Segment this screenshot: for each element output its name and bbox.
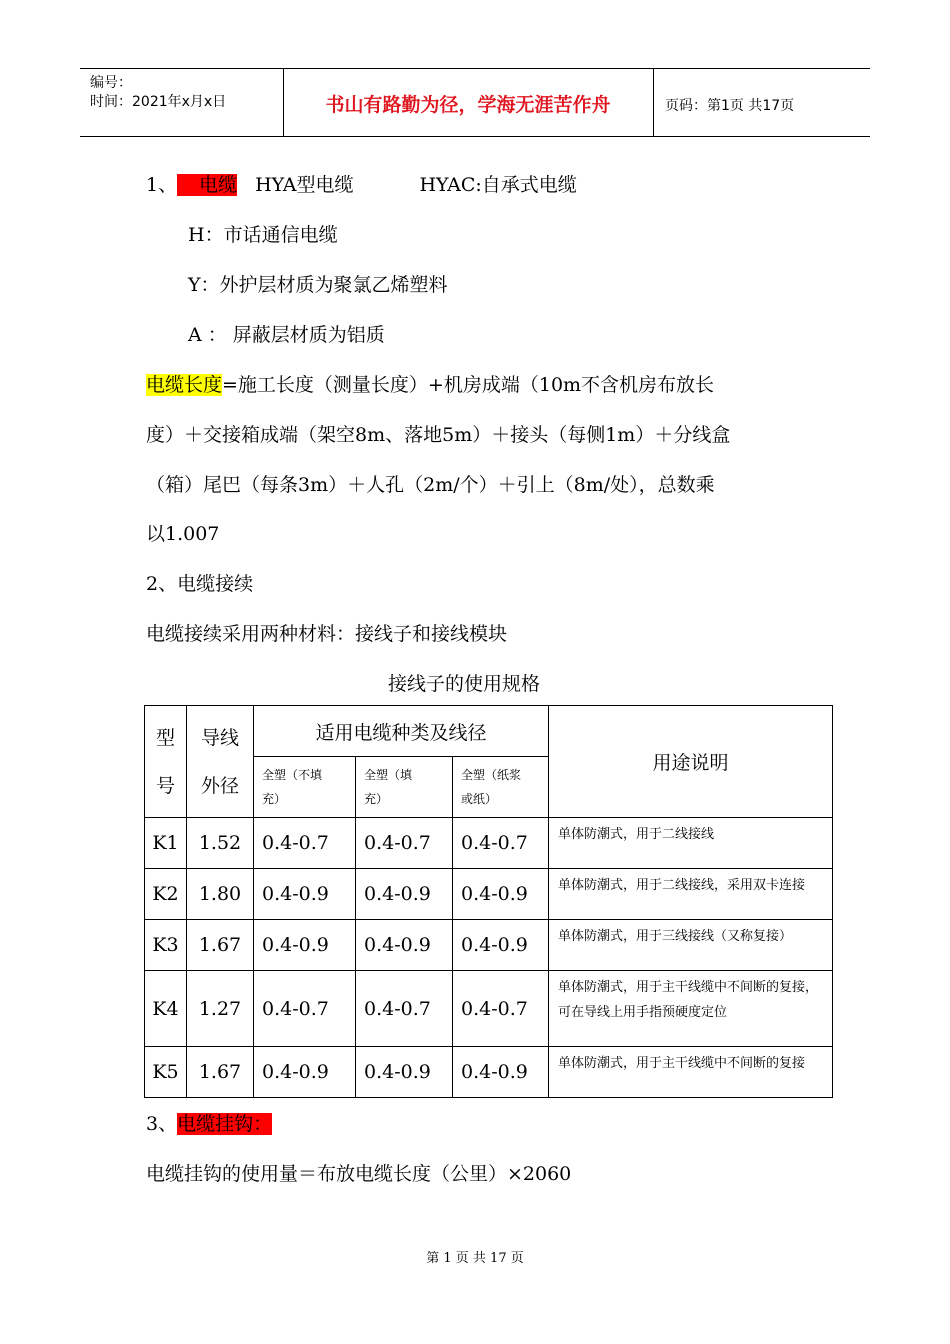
- header-bottom-rule: [80, 136, 870, 137]
- cell-diameter: 1.67: [187, 920, 254, 971]
- cell-model: K1: [145, 818, 187, 869]
- cell-model: K4: [145, 971, 187, 1047]
- hook-usage-formula: 电缆挂钩的使用量＝布放电缆长度（公里）×2060: [146, 1163, 572, 1185]
- subheader-paper: 全塑（纸浆 或纸）: [453, 757, 549, 818]
- cell-unfilled: 0.4-0.7: [254, 818, 356, 869]
- section3-heading: [146, 1112, 272, 1136]
- cell-usage: 单体防潮式，用于二线接线: [549, 818, 833, 869]
- table-header-row: [145, 706, 833, 757]
- table-row: [145, 869, 833, 920]
- cell-paper: 0.4-0.7: [453, 818, 549, 869]
- cable-type-hyac: HYAC:自承式电缆: [419, 174, 577, 196]
- cell-diameter: 1.67: [187, 1047, 254, 1098]
- cable-length-formula-line2: 度）＋交接箱成端（架空8m、落地5m）＋接头（每侧1m）＋分线盒: [146, 424, 731, 446]
- page-number-label: 页码：第1页 共17页: [665, 98, 795, 114]
- table-row: [145, 920, 833, 971]
- header-model: 型 号: [145, 706, 187, 818]
- table-row: [145, 971, 833, 1047]
- cable-length-formula-line3: （箱）尾巴（每条3m）＋人孔（2m/个）＋引上（8m/处），总数乘: [146, 474, 715, 496]
- section3-number: 3、: [146, 1113, 178, 1135]
- subheader-filled: 全塑（填 充）: [356, 757, 453, 818]
- cell-paper: 0.4-0.9: [453, 1047, 549, 1098]
- header-cable-types: 适用电缆种类及线径: [254, 706, 549, 757]
- section2-intro: 电缆接续采用两种材料：接线子和接线模块: [146, 623, 508, 645]
- connector-spec-table: [144, 705, 833, 1098]
- code-y-description: Y：外护层材质为聚氯乙烯塑料: [188, 274, 448, 296]
- header-top-rule: [80, 68, 870, 69]
- cable-length-formula-line4: 以1.007: [146, 523, 220, 545]
- cable-type-hya: HYA型电缆: [255, 174, 354, 196]
- subheader-unfilled: 全塑（不填 充）: [254, 757, 356, 818]
- cell-filled: 0.4-0.9: [356, 920, 453, 971]
- cell-model: K2: [145, 869, 187, 920]
- header-divider-right: [653, 68, 654, 136]
- cell-model: K3: [145, 920, 187, 971]
- cell-model: K5: [145, 1047, 187, 1098]
- header-motto: 书山有路勤为径，学海无涯苦作舟: [325, 94, 611, 116]
- table-row: [145, 818, 833, 869]
- section2-heading: 2、电缆接续: [146, 573, 254, 595]
- cell-diameter: 1.52: [187, 818, 254, 869]
- table-title: 接线子的使用规格: [388, 673, 541, 695]
- doc-time-label: 时间：2021年x月x日: [90, 94, 227, 110]
- cell-unfilled: 0.4-0.9: [254, 920, 356, 971]
- cell-paper: 0.4-0.7: [453, 971, 549, 1047]
- doc-number-label: 编号：: [90, 75, 132, 91]
- cell-unfilled: 0.4-0.7: [254, 971, 356, 1047]
- cell-filled: 0.4-0.7: [356, 818, 453, 869]
- cell-paper: 0.4-0.9: [453, 869, 549, 920]
- cell-paper: 0.4-0.9: [453, 920, 549, 971]
- cell-usage: 单体防潮式，用于二线接线，采用双卡连接: [549, 869, 833, 920]
- cell-diameter: 1.27: [187, 971, 254, 1047]
- cell-diameter: 1.80: [187, 869, 254, 920]
- section3-title: 电缆挂钩：: [177, 1113, 273, 1135]
- cell-filled: 0.4-0.7: [356, 971, 453, 1047]
- section1-heading: [146, 173, 577, 197]
- code-a-description: A ： 屏蔽层材质为铝质: [188, 324, 385, 346]
- cell-filled: 0.4-0.9: [356, 869, 453, 920]
- page-footer: 第 1 页 共 17 页: [426, 1251, 524, 1266]
- cell-usage: 单体防潮式，用于主干线缆中不间断的复接，可在导线上用手指预硬度定位: [549, 971, 833, 1047]
- cell-filled: 0.4-0.9: [356, 1047, 453, 1098]
- header-diameter: 导线 外径: [187, 706, 254, 818]
- cable-length-label: 电缆长度: [146, 374, 223, 396]
- header-usage: 用途说明: [549, 706, 833, 818]
- cable-length-formula-line1: 电缆长度=施工长度（测量长度）+机房成端（10m不含机房布放长: [146, 374, 715, 396]
- section1-number: 1、: [146, 174, 178, 196]
- cell-unfilled: 0.4-0.9: [254, 1047, 356, 1098]
- cell-unfilled: 0.4-0.9: [254, 869, 356, 920]
- code-h-description: H：市话通信电缆: [188, 224, 338, 246]
- table-row: [145, 1047, 833, 1098]
- cell-usage: 单体防潮式，用于三线接线（又称复接）: [549, 920, 833, 971]
- cell-usage: 单体防潮式，用于主干线缆中不间断的复接: [549, 1047, 833, 1098]
- section1-title: 电缆: [177, 174, 237, 196]
